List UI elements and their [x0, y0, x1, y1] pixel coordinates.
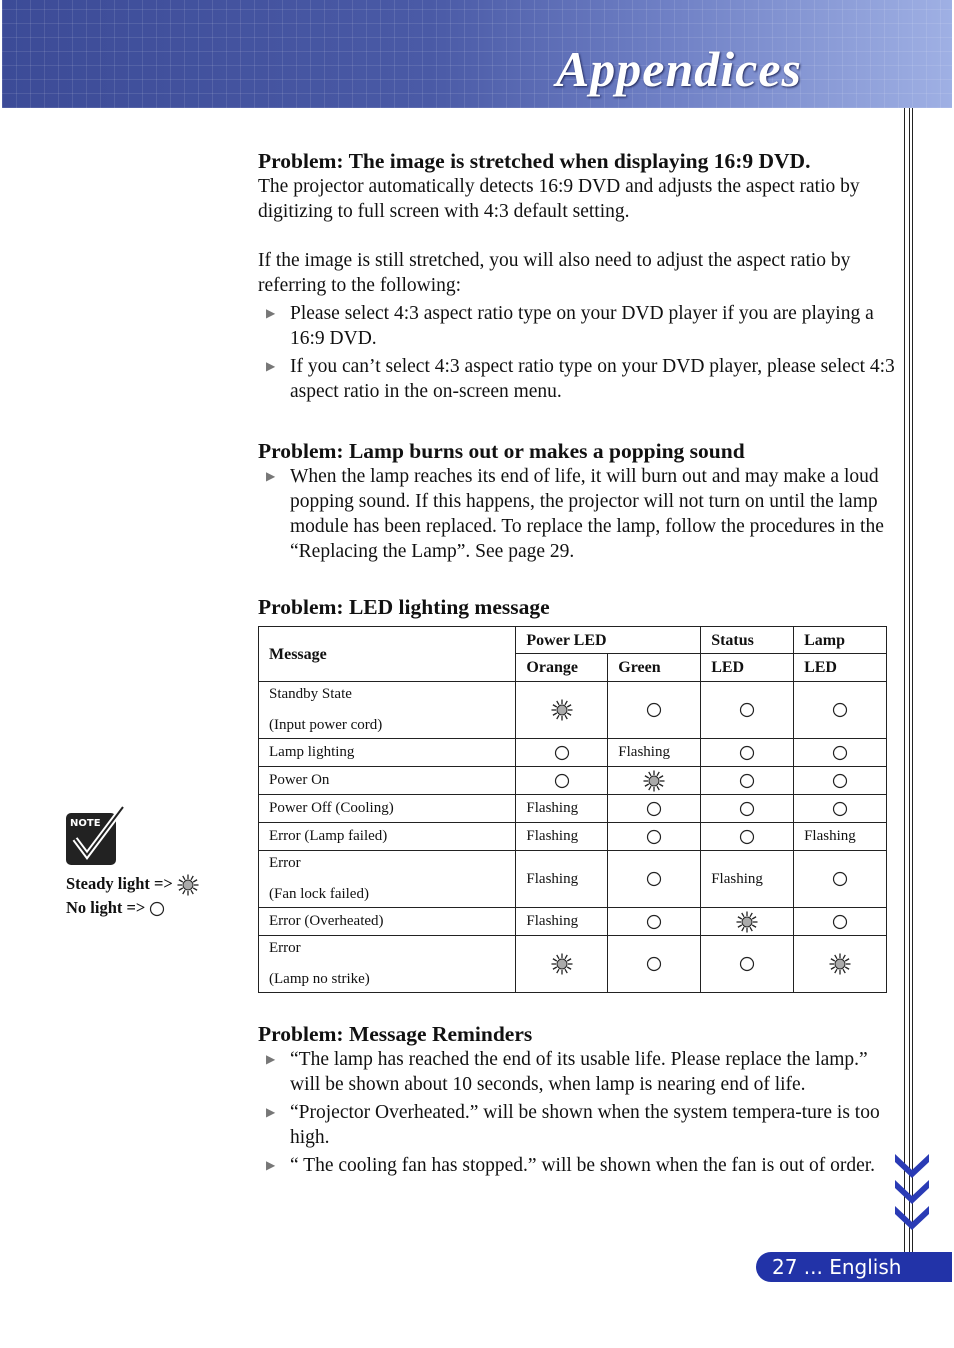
- bullet-list: [258, 1047, 898, 1178]
- note-icon: [65, 805, 129, 871]
- list-item: ▶ If you can’t select 4:3 aspect ratio type on your DVD player, please select 4:3 aspect ratio in the on-screen menu.: [266, 356, 895, 402]
- led-status-cell: Flashing: [516, 851, 608, 908]
- table-row: [259, 908, 887, 936]
- table-row: [259, 936, 887, 993]
- no-light-icon: [794, 767, 887, 795]
- led-status-cell: Flashing: [516, 908, 608, 936]
- no-light-icon: [701, 739, 794, 767]
- column-header: Orange: [516, 654, 608, 682]
- column-header: LED: [701, 654, 794, 682]
- note-legend: [66, 872, 199, 920]
- table-row: [259, 795, 887, 823]
- steady-light-icon: [177, 874, 199, 893]
- table-row: [259, 767, 887, 795]
- message-cell: Error (Lamp failed): [259, 823, 516, 851]
- triangle-bullet-icon: ▶: [266, 1158, 276, 1172]
- led-status-cell: Flashing: [794, 823, 887, 851]
- list-item: ▶ “The lamp has reached the end of its usable life. Please replace the lamp.” will be shown about 10 seconds, when lamp is nearing end of life.: [266, 1049, 868, 1095]
- triangle-bullet-icon: ▶: [266, 469, 276, 483]
- steady-light-icon: [516, 682, 608, 739]
- message-cell: Error (Fan lock failed): [259, 851, 516, 908]
- bullet-list: [258, 464, 898, 564]
- section-heading: Problem: The image is stretched when displaying 16:9 DVD.: [258, 149, 811, 173]
- page-title: Appendices: [555, 41, 802, 97]
- legend-nolight: No light =>: [66, 896, 199, 920]
- no-light-icon: [701, 936, 794, 993]
- no-light-icon: [701, 823, 794, 851]
- message-cell: Lamp lighting: [259, 739, 516, 767]
- no-light-icon: [794, 908, 887, 936]
- margin-rule: [912, 108, 913, 1268]
- message-cell: Error (Lamp no strike): [259, 936, 516, 993]
- triangle-bullet-icon: ▶: [266, 306, 276, 320]
- column-header: Power LED: [516, 627, 701, 654]
- led-message-table: [258, 626, 887, 993]
- table-row: [259, 682, 887, 739]
- paragraph: If the image is still stretched, you will also need to adjust the aspect ratio by referring to the following:: [258, 250, 851, 296]
- column-header: Green: [608, 654, 701, 682]
- led-status-cell: Flashing: [516, 823, 608, 851]
- column-header: LED: [794, 654, 887, 682]
- section-heading: Problem: LED lighting message: [258, 595, 550, 619]
- list-item: ▶ When the lamp reaches its end of life, it will burn out and may make a loud popping sound. If this happens, the projector will not turn on until the lamp module has been replaced. To replace the lamp, follow the procedures in the “Replacing the Lamp”. See page 29.: [266, 466, 884, 562]
- steady-light-icon: [608, 767, 701, 795]
- no-light-icon: [608, 908, 701, 936]
- table-row: [259, 739, 887, 767]
- table-row: [259, 851, 887, 908]
- no-light-icon: [794, 795, 887, 823]
- message-cell: Error (Overheated): [259, 908, 516, 936]
- message-cell: Power On: [259, 767, 516, 795]
- steady-light-icon: [516, 936, 608, 993]
- no-light-icon: [608, 936, 701, 993]
- steady-light-icon: [701, 908, 794, 936]
- triangle-bullet-icon: ▶: [266, 359, 276, 373]
- bullet-list: [258, 301, 898, 404]
- no-light-icon: [516, 767, 608, 795]
- no-light-icon: [149, 898, 165, 917]
- list-item: ▶ “Projector Overheated.” will be shown when the system tempera-ture is too high.: [266, 1102, 880, 1148]
- column-header: Lamp: [794, 627, 887, 654]
- paragraph: The projector automatically detects 16:9 DVD and adjusts the aspect ratio by digitizing to full screen with 4:3 default setting.: [258, 176, 860, 222]
- led-status-cell: Flashing: [608, 739, 701, 767]
- margin-rule: [904, 108, 905, 1268]
- column-header: Message: [259, 627, 516, 682]
- no-light-icon: [608, 851, 701, 908]
- no-light-icon: [701, 795, 794, 823]
- main-content: [258, 148, 898, 1178]
- list-item: ▶ Please select 4:3 aspect ratio type on your DVD player if you are playing a 16:9 DVD.: [266, 303, 874, 349]
- no-light-icon: [701, 767, 794, 795]
- chevron-down-icon: [892, 1150, 932, 1244]
- message-cell: Power Off (Cooling): [259, 795, 516, 823]
- legend-steady: Steady light =>: [66, 872, 199, 896]
- no-light-icon: [608, 795, 701, 823]
- no-light-icon: [516, 739, 608, 767]
- margin-rule: [909, 108, 910, 1268]
- list-item: ▶ “ The cooling fan has stopped.” will be shown when the fan is out of order.: [266, 1155, 876, 1176]
- no-light-icon: [608, 823, 701, 851]
- section-heading: Problem: Lamp burns out or makes a popping sound: [258, 439, 745, 463]
- no-light-icon: [794, 739, 887, 767]
- table-row: [259, 823, 887, 851]
- message-cell: Standby State (Input power cord): [259, 682, 516, 739]
- led-status-cell: Flashing: [516, 795, 608, 823]
- no-light-icon: [608, 682, 701, 739]
- header-banner: [2, 0, 952, 108]
- no-light-icon: [701, 682, 794, 739]
- column-header: Status: [701, 627, 794, 654]
- triangle-bullet-icon: ▶: [266, 1105, 276, 1119]
- page-number: 27 ... English: [756, 1252, 952, 1282]
- section-heading: Problem: Message Reminders: [258, 1022, 533, 1046]
- steady-light-icon: [794, 936, 887, 993]
- no-light-icon: [794, 851, 887, 908]
- led-status-cell: Flashing: [701, 851, 794, 908]
- no-light-icon: [794, 682, 887, 739]
- note-badge: NOTE: [70, 818, 101, 829]
- triangle-bullet-icon: ▶: [266, 1052, 276, 1066]
